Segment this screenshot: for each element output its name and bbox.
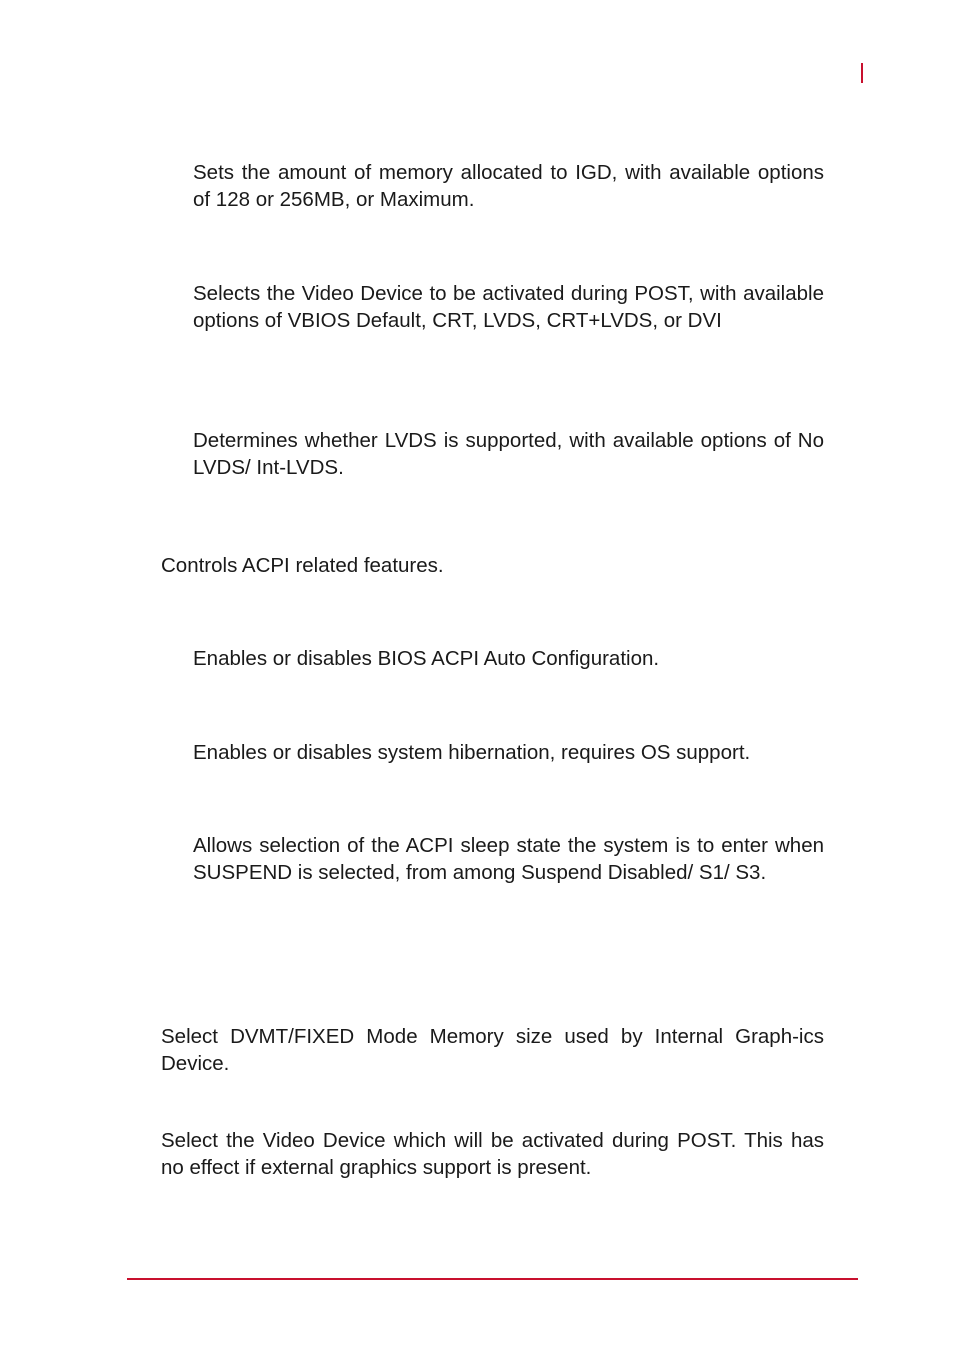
dvmt-mode-description: Select DVMT/FIXED Mode Memory size used by Internal Graph-ics Device. <box>161 1025 824 1075</box>
boot-display-description: Selects the Video Device to be activated during POST, with available options of VBIOS Default, CRT, LVDS, CRT+LVDS, or DVI <box>193 282 824 332</box>
hibernation-description: Enables or disables system hibernation, requires OS support. <box>193 741 751 764</box>
lvds-support-description: Determines whether LVDS is supported, with available options of No LVDS/ Int-LVDS. <box>193 429 824 479</box>
footer-rule <box>127 1278 858 1280</box>
video-device-description: Select the Video Device which will be activated during POST. This has no effect if external graphics support is present. <box>161 1129 824 1179</box>
acpi-auto-description: Enables or disables BIOS ACPI Auto Configuration. <box>193 647 660 670</box>
page-marker-bar <box>861 63 863 83</box>
igd-memory-description: Sets the amount of memory allocated to IGD, with available options of 128 or 256MB, or Maximum. <box>193 161 824 211</box>
sleep-state-description: Allows selection of the ACPI sleep state the system is to enter when SUSPEND is selected, from among Suspend Disabled/ S1/ S3. <box>193 834 824 884</box>
acpi-intro-text: Controls ACPI related features. <box>161 554 444 577</box>
